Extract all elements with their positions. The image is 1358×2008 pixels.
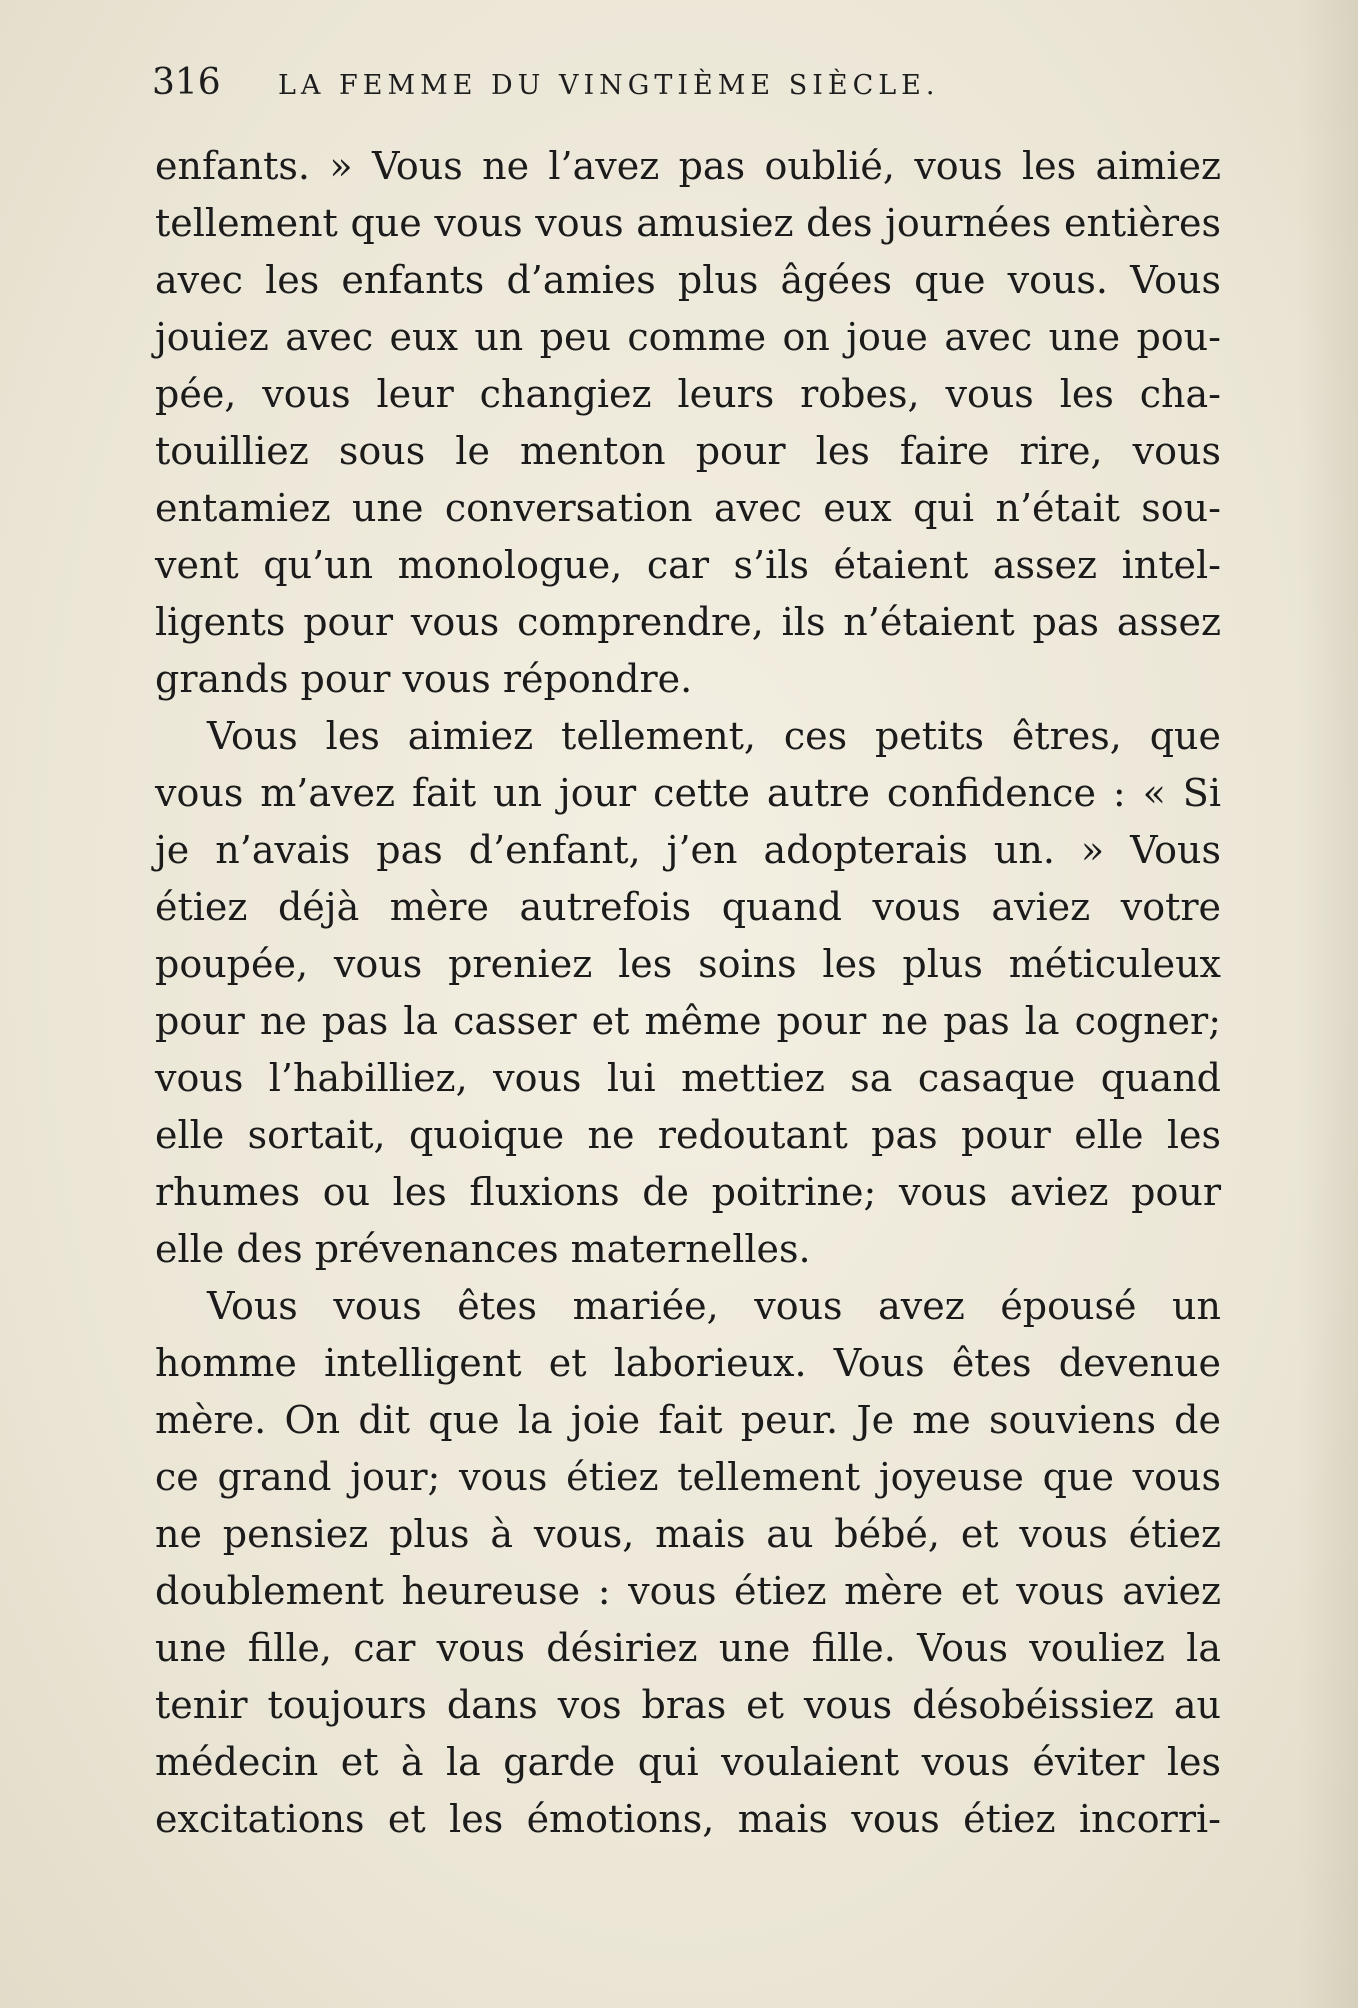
page-number: 316 bbox=[152, 62, 221, 103]
text-line: mère. On dit que la joie fait peur. Je me souviens de bbox=[155, 1398, 1221, 1442]
text-line: ce grand jour; vous étiez tellement joyeuse que vous bbox=[155, 1455, 1221, 1499]
text-line: je n’avais pas d’enfant, j’en adopterais un. » Vous bbox=[155, 828, 1221, 872]
text-line: vous l’habilliez, vous lui mettiez sa casaque quand bbox=[155, 1056, 1221, 1100]
text-line: entamiez une conversation avec eux qui n’était sou- bbox=[155, 486, 1221, 530]
text-line: poupée, vous preniez les soins les plus méticuleux bbox=[155, 942, 1221, 986]
text-line: étiez déjà mère autrefois quand vous aviez votre bbox=[155, 885, 1221, 929]
text-line: enfants. » Vous ne l’avez pas oublié, vous les aimiez bbox=[155, 144, 1221, 188]
text-line: tellement que vous vous amusiez des journées entières bbox=[155, 201, 1221, 245]
text-line-paragraph-start: Vous vous êtes mariée, vous avez épousé un bbox=[207, 1284, 1221, 1328]
text-line-paragraph-end: grands pour vous répondre. bbox=[155, 657, 693, 701]
running-header bbox=[152, 62, 1232, 112]
body-text bbox=[155, 138, 1221, 1848]
text-line-paragraph-start: Vous les aimiez tellement, ces petits êtres, que bbox=[207, 714, 1221, 758]
text-line: touilliez sous le menton pour les faire rire, vous bbox=[155, 429, 1221, 473]
text-line: vous m’avez fait un jour cette autre confidence : « Si bbox=[155, 771, 1221, 815]
text-line: rhumes ou les fluxions de poitrine; vous aviez pour bbox=[155, 1170, 1221, 1214]
page-edge-shadow bbox=[1298, 0, 1358, 2008]
text-line: médecin et à la garde qui voulaient vous éviter les bbox=[155, 1740, 1221, 1784]
text-line: elle sortait, quoique ne redoutant pas pour elle les bbox=[155, 1113, 1221, 1157]
text-line: doublement heureuse : vous étiez mère et vous aviez bbox=[155, 1569, 1221, 1613]
text-line: excitations et les émotions, mais vous étiez incorri- bbox=[155, 1797, 1221, 1841]
text-line: jouiez avec eux un peu comme on joue avec une pou- bbox=[155, 315, 1221, 359]
text-line: ligents pour vous comprendre, ils n’étaient pas assez bbox=[155, 600, 1221, 644]
text-line-paragraph-end: elle des prévenances maternelles. bbox=[155, 1227, 811, 1271]
text-line: tenir toujours dans vos bras et vous désobéissiez au bbox=[155, 1683, 1221, 1727]
text-line: homme intelligent et laborieux. Vous êtes devenue bbox=[155, 1341, 1221, 1385]
running-title: LA FEMME DU VINGTIÈME SIÈCLE. bbox=[278, 70, 940, 101]
text-line: pée, vous leur changiez leurs robes, vous les cha- bbox=[155, 372, 1221, 416]
text-line: ne pensiez plus à vous, mais au bébé, et vous étiez bbox=[155, 1512, 1221, 1556]
text-line: avec les enfants d’amies plus âgées que vous. Vous bbox=[155, 258, 1221, 302]
text-line: vent qu’un monologue, car s’ils étaient assez intel- bbox=[155, 543, 1221, 587]
text-line: une fille, car vous désiriez une fille. Vous vouliez la bbox=[155, 1626, 1221, 1670]
text-line: pour ne pas la casser et même pour ne pas la cogner; bbox=[155, 999, 1221, 1043]
